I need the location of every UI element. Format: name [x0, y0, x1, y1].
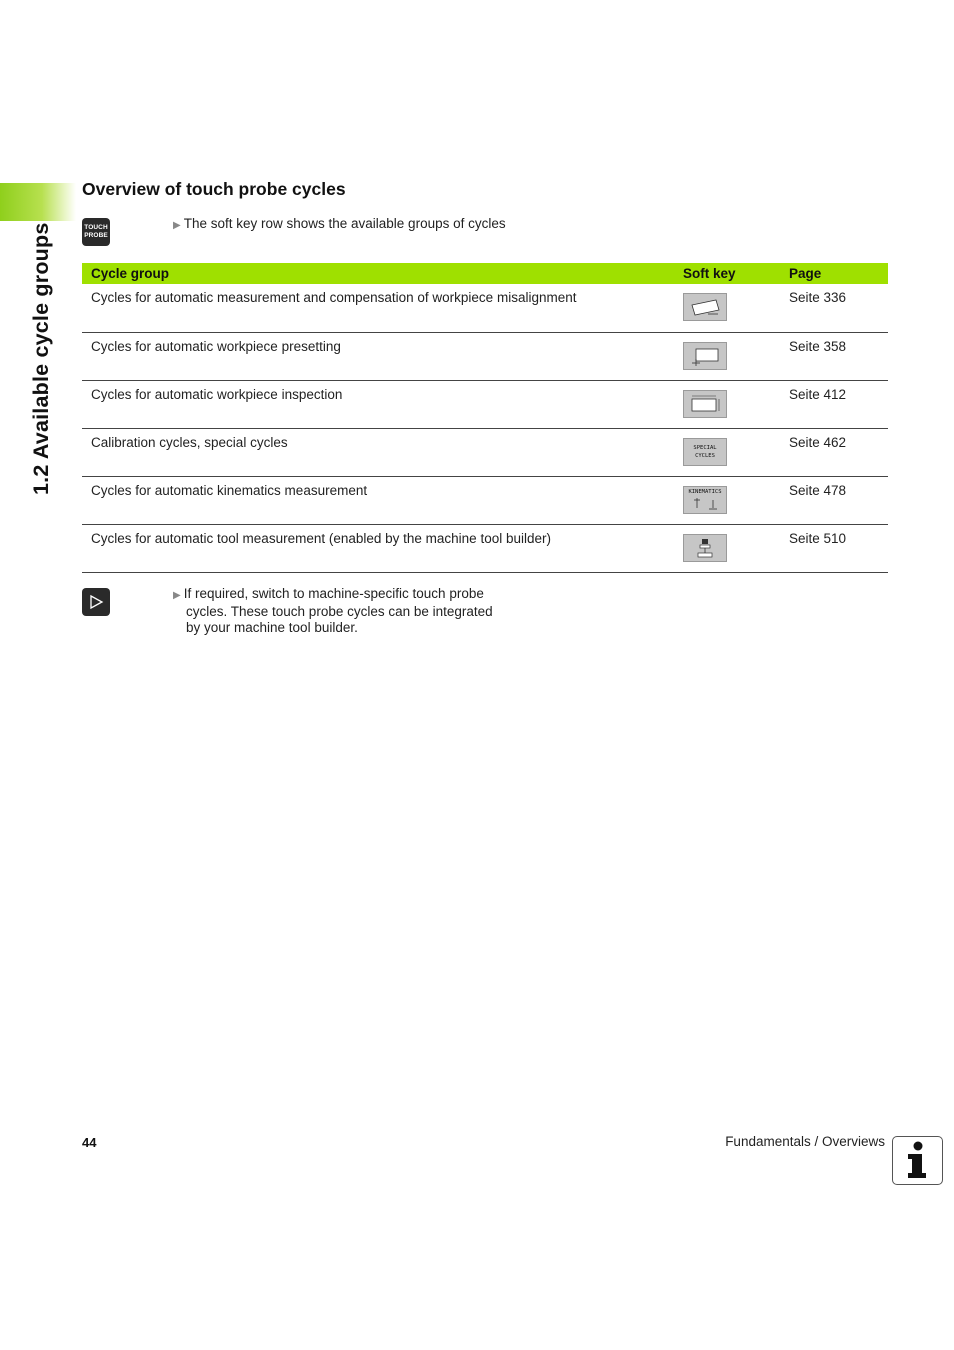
- header-page: Page: [780, 263, 888, 284]
- table-row: [82, 476, 888, 524]
- note-line2: cycles. These touch probe cycles can be integrated: [186, 604, 493, 619]
- touch-probe-key-line2: PROBE: [84, 232, 108, 239]
- page-ref-cell: Seite 510: [780, 524, 888, 572]
- tool-measurement-icon: [683, 534, 727, 562]
- intro-instruction: [173, 216, 506, 234]
- table-row: [82, 428, 888, 476]
- softkey-label: SPECIAL: [693, 444, 717, 451]
- inspection-glyph: [688, 393, 722, 415]
- cycle-group-cell: Cycles for automatic workpiece inspection: [82, 380, 674, 428]
- table-row: [82, 332, 888, 380]
- table-row: [82, 524, 888, 572]
- cycle-group-cell: Cycles for automatic tool measurement (enabled by the machine tool builder): [82, 524, 674, 572]
- info-icon: [892, 1136, 943, 1185]
- table-row: [82, 380, 888, 428]
- info-glyph: [893, 1137, 941, 1183]
- softkey-label: CYCLES: [695, 452, 715, 459]
- section-title-vertical: [26, 185, 56, 495]
- special-cycles-icon: [683, 438, 727, 466]
- bullet-triangle-icon: ▶: [173, 590, 181, 601]
- kinematics-icon: [683, 486, 727, 514]
- misalignment-icon: [683, 293, 727, 321]
- cycle-group-cell: Calibration cycles, special cycles: [82, 428, 674, 476]
- presetting-glyph: [688, 345, 722, 367]
- note-line3: by your machine tool builder.: [186, 620, 358, 635]
- cycle-group-cell: Cycles for automatic measurement and compensation of workpiece misalignment: [82, 284, 674, 332]
- cycle-group-cell: Cycles for automatic kinematics measurement: [82, 476, 674, 524]
- footer-chapter-title: Fundamentals / Overviews: [725, 1134, 885, 1149]
- misalignment-glyph: [688, 297, 722, 317]
- page-ref-cell: Seite 478: [780, 476, 888, 524]
- softkey-label: KINEMATICS: [688, 488, 722, 495]
- arrow-glyph: [88, 594, 104, 610]
- page-ref-cell: Seite 412: [780, 380, 888, 428]
- cycle-groups-table: [82, 263, 888, 573]
- touch-probe-key-icon: [82, 218, 110, 246]
- page-heading: Overview of touch probe cycles: [82, 179, 346, 199]
- tool-measurement-glyph: [688, 537, 722, 559]
- next-arrow-icon: [82, 588, 110, 616]
- cycle-group-cell: Cycles for automatic workpiece presetting: [82, 332, 674, 380]
- table-row: [82, 284, 888, 332]
- intro-text: The soft key row shows the available groups of cycles: [183, 216, 506, 231]
- inspection-icon: [683, 390, 727, 418]
- page-ref-cell: Seite 358: [780, 332, 888, 380]
- kinematics-glyph: [688, 496, 722, 512]
- header-soft-key: Soft key: [674, 263, 780, 284]
- page-number: 44: [82, 1135, 97, 1150]
- bullet-triangle-icon: ▶: [173, 220, 181, 231]
- page-ref-cell: Seite 462: [780, 428, 888, 476]
- note-line1: If required, switch to machine-specific touch probe: [183, 586, 484, 601]
- page-ref-cell: Seite 336: [780, 284, 888, 332]
- touch-probe-key-line1: TOUCH: [84, 224, 108, 231]
- section-title-text: 1.2 Available cycle groups: [29, 222, 53, 495]
- presetting-icon: [683, 342, 727, 370]
- table-header-row: [82, 263, 888, 284]
- header-cycle-group: Cycle group: [82, 263, 674, 284]
- note-instruction: [173, 586, 493, 636]
